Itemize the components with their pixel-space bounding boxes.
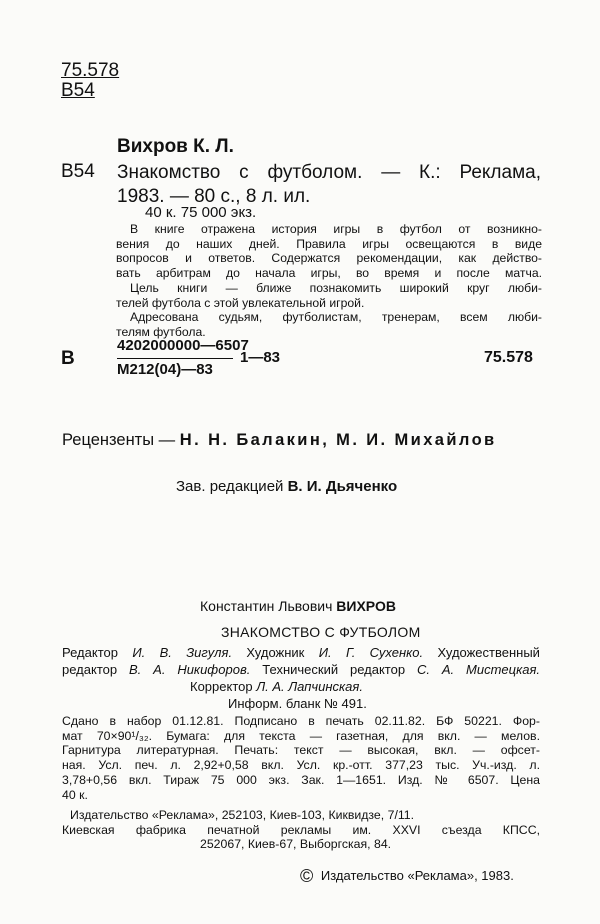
publisher-line: Издательство «Реклама», 252103, Киев-103, Киквидзе, 7/11. bbox=[70, 808, 415, 822]
colophon-author-last: ВИХРОВ bbox=[336, 598, 396, 614]
colophon-credits bbox=[62, 644, 540, 695]
index-numerator: 4202000000—6507 bbox=[117, 337, 249, 354]
print-data-line: 40 к. bbox=[62, 787, 88, 802]
publisher-line: Киевская фабрика печатной рекламы им. XXVI съезда КПСС, bbox=[62, 822, 540, 837]
credit-person: В. А. Никифоров. bbox=[128, 662, 251, 677]
credit-person: И. В. Зигуля. bbox=[132, 645, 233, 660]
copyright-icon: © bbox=[300, 866, 314, 886]
print-data bbox=[62, 714, 540, 802]
publisher-line: 252067, Киев-67, Выборгская, 84. bbox=[200, 837, 392, 851]
credit-role: Художник bbox=[246, 645, 305, 660]
print-data-line: мат 70×90¹/₃₂. Бумага: для текста — газетная, для вкл. — мелов. bbox=[62, 728, 540, 743]
print-data-line: 3,78+0,56 вкл. Тираж 75 000 экз. Зак. 1—1651. Изд. № 6507. Цена bbox=[62, 772, 540, 787]
annotation-line: Адресована судьям, футболистам, тренерам, всем люби- bbox=[130, 310, 542, 325]
reviewers bbox=[62, 431, 497, 450]
credit-person: И. Г. Сухенко. bbox=[318, 645, 424, 660]
credit-role: Редактор bbox=[62, 645, 118, 660]
annotation-line: Цель книги — ближе познакомить широкий круг люби- bbox=[130, 280, 542, 295]
colophon-author bbox=[200, 598, 396, 614]
index-denominator: М212(04)—83 bbox=[117, 361, 213, 378]
index-letter: В bbox=[61, 348, 75, 369]
copyright bbox=[300, 866, 514, 887]
reviewers-label: Рецензенты — bbox=[62, 431, 176, 449]
credit-person: Л. А. Лапчинская. bbox=[256, 679, 363, 694]
inform-blank: Информ. бланк № 491. bbox=[228, 696, 367, 711]
annotation-line: В книге отражена история игры в футбол от возникно- bbox=[130, 222, 542, 236]
annotation-line: вопросов и ответов. Содержатся рекомендации, как действо- bbox=[116, 251, 542, 266]
annotation-line: телей футбола с этой увлекательной игрой. bbox=[116, 295, 365, 310]
credit-person: С. А. Мистецкая. bbox=[416, 662, 541, 677]
bib-author: Вихров К. Л. bbox=[117, 136, 234, 157]
bib-title-line1: Знакомство с футболом. — К.: Реклама, bbox=[117, 162, 541, 183]
editor-in-chief-name: В. И. Дьяченко bbox=[287, 478, 398, 495]
bib-annotation bbox=[116, 222, 542, 340]
shelfmark-author-mark bbox=[61, 80, 95, 102]
credits-line-2 bbox=[62, 661, 540, 678]
credit-role: Корректор bbox=[190, 679, 253, 694]
print-data-line: ная. Усл. печ. л. 2,92+0,58 вкл. Усл. кр.-отт. 377,23 тыс. Уч.-изд. л. bbox=[62, 758, 540, 773]
credit-role: редактор bbox=[62, 662, 118, 677]
shelfmark-class-code bbox=[61, 60, 119, 82]
index-suffix: 1—83 bbox=[240, 349, 281, 366]
publisher-block bbox=[62, 808, 540, 852]
print-data-line: Сдано в набор 01.12.81. Подписано в печать 02.11.82. БФ 50221. Фор- bbox=[62, 714, 540, 728]
annotation-line: вения до наших дней. Правила игры освещаются в виде bbox=[116, 236, 542, 251]
credit-role: Художественный bbox=[437, 645, 540, 660]
author-mark-text: В54 bbox=[61, 80, 95, 101]
annotation-line: вать арбитрам до начала игры, во время и после матча. bbox=[116, 266, 542, 281]
annotation-line: телям футбола. bbox=[116, 324, 206, 339]
colophon-title: ЗНАКОМСТВО С ФУТБОЛОМ bbox=[221, 624, 421, 640]
bib-title-line2: 1983. — 80 с., 8 л. ил. bbox=[117, 186, 311, 207]
editor-in-chief-label: Зав. редакцией bbox=[176, 478, 284, 495]
bib-author-mark: В54 bbox=[61, 161, 95, 182]
index-right-code: 75.578 bbox=[484, 349, 533, 366]
bib-price: 40 к. 75 000 экз. bbox=[145, 204, 257, 221]
credits-line-3 bbox=[62, 678, 540, 695]
credits-line-1 bbox=[62, 644, 540, 661]
reviewers-names: Н. Н. Балакин, М. И. Михайлов bbox=[179, 431, 497, 449]
class-code-text: 75.578 bbox=[61, 60, 120, 81]
colophon-author-first: Константин Львович bbox=[200, 598, 333, 614]
editor-in-chief bbox=[176, 478, 397, 495]
print-data-line: Гарнитура литературная. Печать: текст — высокая, вкл. — офсет- bbox=[62, 743, 540, 758]
credit-role: Технический редактор bbox=[262, 662, 406, 677]
bib-title bbox=[117, 161, 541, 209]
copyright-text: Издательство «Реклама», 1983. bbox=[320, 868, 514, 883]
fraction-bar bbox=[117, 358, 233, 359]
